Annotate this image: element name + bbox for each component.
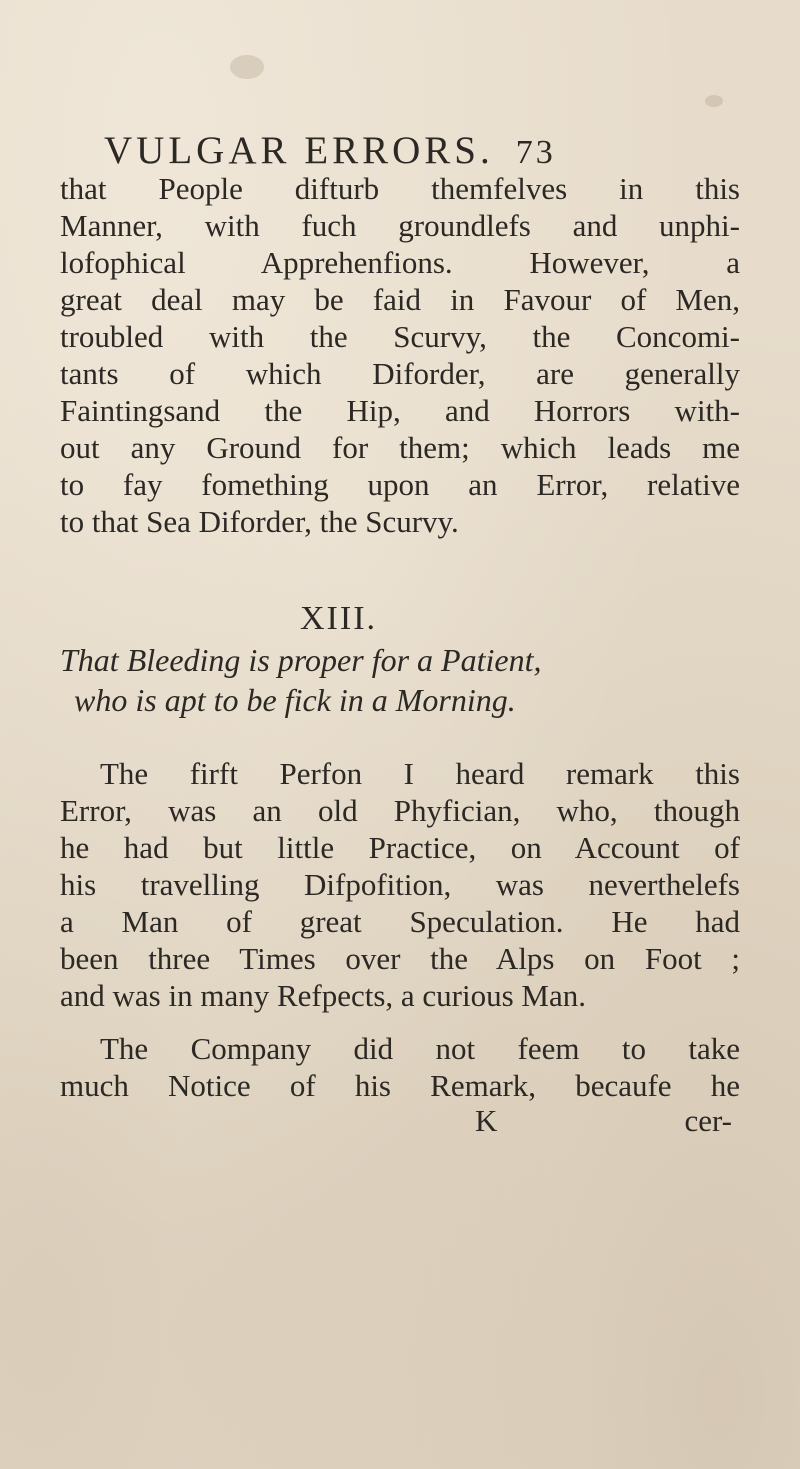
paragraph-2 — [60, 755, 740, 1014]
chapter-title-line: who is apt to be fick in a Morning. — [74, 682, 516, 718]
text-line: a Man of great Speculation. He had — [60, 904, 740, 939]
running-head — [104, 128, 724, 176]
chapter-number: XIII. — [300, 600, 378, 637]
text-line: been three Times over the Alps on Foot ; — [60, 941, 740, 976]
text-line: out any Ground for them; which leads me — [60, 430, 740, 465]
paragraph-3 — [60, 1030, 740, 1104]
text-line: great deal may be faid in Favour of Men, — [60, 282, 740, 317]
text-line: lofophical Apprehenfions. However, a — [60, 245, 740, 280]
running-head-title: VULGAR ERRORS. — [104, 129, 494, 172]
text-line: to fay fomething upon an Error, relative — [60, 467, 740, 502]
text-line: Error, was an old Phyfician, who, though — [60, 793, 740, 828]
page-number: 73 — [515, 134, 556, 171]
paper-stain — [705, 95, 723, 107]
text-line: Faintingsand the Hip, and Horrors with- — [60, 393, 740, 428]
text-line: he had but little Practice, on Account of — [60, 830, 740, 865]
text-line: tants of which Diforder, are generally — [60, 356, 740, 391]
text-line: his travelling Difpofition, was neverthelefs — [60, 867, 740, 902]
paragraph-1 — [60, 170, 740, 540]
signature-mark: K — [475, 1103, 498, 1138]
text-line: The firft Perfon I heard remark this — [100, 756, 740, 791]
text-line: The Company did not feem to take — [100, 1031, 740, 1066]
catchword: cer- — [684, 1103, 732, 1138]
text-line: that People difturb themfelves in this — [60, 171, 740, 206]
text-line: to that Sea Diforder, the Scurvy. — [60, 504, 459, 539]
chapter-title — [60, 640, 740, 720]
text-line: Manner, with fuch groundlefs and unphi- — [60, 208, 740, 243]
text-line: much Notice of his Remark, becaufe he — [60, 1068, 740, 1103]
chapter-title-line: That Bleeding is proper for a Patient, — [60, 642, 542, 678]
paper-stain — [230, 55, 264, 79]
text-line: and was in many Refpects, a curious Man. — [60, 978, 587, 1013]
text-line: troubled with the Scurvy, the Concomi- — [60, 319, 740, 354]
footer-line — [60, 1102, 740, 1139]
